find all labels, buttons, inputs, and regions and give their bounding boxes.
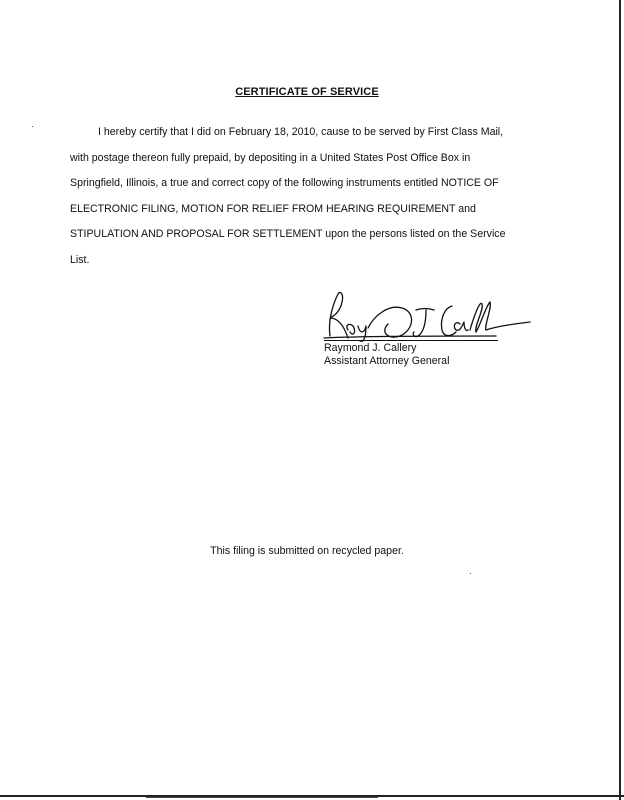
body-line: ELECTRONIC FILING, MOTION FOR RELIEF FROM HEARING REQUIREMENT and [70, 202, 476, 215]
page-edge-right [619, 0, 621, 800]
body-line: STIPULATION AND PROPOSAL FOR SETTLEMENT upon the persons listed on the Service [70, 228, 506, 241]
page-edge-bottom-mark [146, 797, 378, 798]
signature-drawing [318, 286, 538, 342]
certificate-body [70, 120, 540, 274]
body-line: List. [70, 253, 90, 266]
signer-title: Assistant Attorney General [324, 355, 450, 367]
body-line: with postage thereon fully prepaid, by depositing in a United States Post Office Box in [70, 151, 471, 164]
handwritten-signature [318, 286, 538, 342]
body-line: Springfield, Illinois, a true and correct copy of the following instruments entitled NOTICE OF [70, 177, 499, 190]
signature-line [324, 340, 498, 341]
document-title: CERTIFICATE OF SERVICE [235, 86, 379, 98]
scan-speck [32, 126, 33, 127]
body-line: I hereby certify that I did on February 18, 2010, cause to be served by First Class Mail, [98, 126, 504, 138]
scan-speck [470, 573, 471, 574]
signer-name: Raymond J. Callery [324, 342, 417, 354]
recycled-paper-note: This filing is submitted on recycled paper. [210, 545, 404, 557]
